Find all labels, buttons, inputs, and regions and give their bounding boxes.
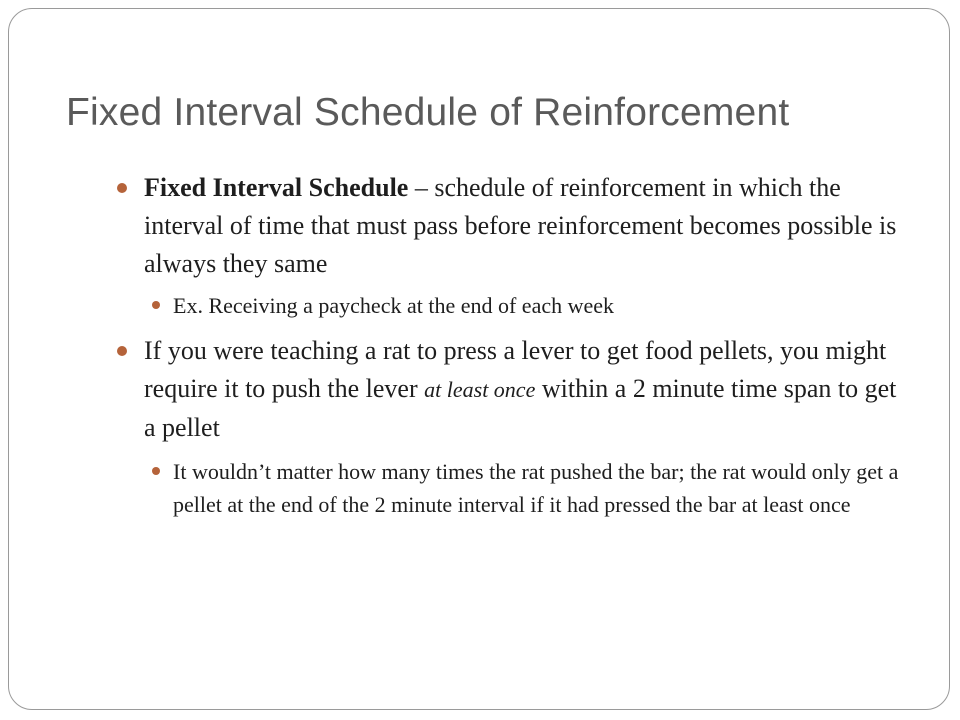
rat-example-text-after: within a 2 minute time span to get a pellet	[144, 374, 897, 442]
definition-text: – schedule of reinforcement in which the interval of time that must pass before reinforcement becomes possible is always they same	[144, 173, 897, 278]
slide-frame	[8, 8, 950, 710]
bullet-dot-icon	[117, 346, 127, 356]
slide-title: Fixed Interval Schedule of Reinforcement	[66, 91, 790, 134]
bullet-dot-icon	[152, 301, 160, 309]
bullet-rat-example	[109, 332, 909, 447]
example-text: Ex. Receiving a paycheck at the end of each week	[173, 293, 615, 318]
rat-example-emphasis: at least once	[424, 377, 536, 402]
bullet-dot-icon	[117, 183, 127, 193]
bullet-dot-icon	[152, 467, 160, 475]
slide-body	[109, 169, 909, 531]
definition-term: Fixed Interval Schedule	[144, 173, 409, 202]
sub-bullet-explanation	[109, 455, 909, 521]
bullet-definition	[109, 169, 909, 283]
sub-bullet-example	[109, 289, 909, 322]
explanation-text: It wouldn’t matter how many times the rat pushed the bar; the rat would only get a pellet at the end of the 2 minute interval if it had pressed the bar at least once	[173, 459, 899, 517]
rat-example-text-before: If you were teaching a rat to press a lever to get food pellets, you might require it to push the lever	[144, 336, 887, 403]
